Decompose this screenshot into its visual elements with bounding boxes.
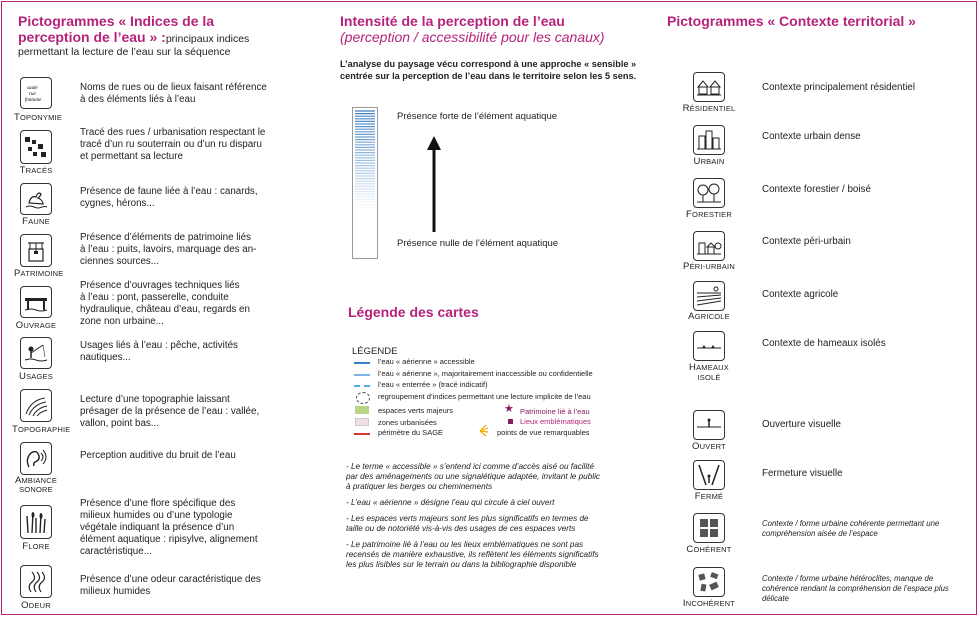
- col2-intro: L’analyse du paysage vécu correspond à une approche « sensible » centrée sur la perception de l’eau dans le territoire selon les 5 sens.: [340, 59, 637, 81]
- col1-title-line1: Pictogrammes « Indices de la: [18, 13, 215, 29]
- residentiel-label: RÉSIDENTIEL: [682, 103, 736, 114]
- ouvrage-desc: Présence d’ouvrages techniques liés à l’eau : pont, passerelle, conduite hydraulique, château d’eau, regards en zone non urbaine...: [80, 280, 250, 327]
- legend-swatch-perimetre: [354, 433, 370, 435]
- intensity-gradient: [353, 108, 377, 258]
- odeur-desc: Présence d’une odeur caractéristique des milieux humides: [80, 574, 261, 597]
- legend-swatch-zones-urbanisees: [355, 418, 369, 426]
- faune-label: FAUNE: [22, 216, 50, 227]
- ouvrage-icon: [20, 286, 52, 318]
- col1-title-sub2: permettant la lecture de l’eau sur la séquence: [18, 46, 231, 58]
- ferme-icon: [693, 460, 725, 490]
- peri-urbain-icon: [693, 231, 725, 261]
- ambiance-sonore-label: AMBIANCE SONORE: [14, 475, 58, 494]
- legend-swatch-espaces-verts: [355, 406, 369, 414]
- svg-text:saule: saule: [27, 86, 38, 91]
- legend-accessible: l’eau « aérienne » accessible: [378, 357, 475, 366]
- agricole-icon: [693, 281, 725, 311]
- flore-desc: Présence d’une flore spécifique des milieux humides ou d’une typologie végétale indiquant la présence d’un élément aquatique : ripisylve, alignement caractéristique...: [80, 498, 258, 557]
- coherent-icon: [693, 513, 725, 543]
- legend-swatch-inaccessible: [354, 374, 370, 376]
- incoherent-label: INCOHÉRENT: [682, 598, 736, 609]
- incoherent-icon: [693, 567, 725, 597]
- legend-espaces-verts: espaces verts majeurs: [378, 406, 454, 415]
- col3-header: [667, 13, 916, 29]
- intensity-arrow: [427, 136, 441, 237]
- col1-title-line2: perception de l’eau » :: [18, 29, 166, 45]
- ambiance-sonore-icon: [20, 442, 52, 475]
- hameaux-desc: Contexte de hameaux isolés: [762, 338, 886, 349]
- hameaux-label: HAMEAUX ISOLÉ: [689, 362, 729, 382]
- legend-zones-urbanisees: zones urbanisées: [378, 418, 437, 427]
- urbain-icon: [693, 125, 725, 155]
- intensity-strong-label: Présence forte de l’élément aquatique: [397, 111, 558, 122]
- intensity-gradient-bar: [352, 107, 378, 259]
- faune-icon: [20, 183, 52, 215]
- legend-lieux: Lieux emblématiques: [520, 417, 591, 426]
- square-icon: [508, 419, 513, 424]
- col1-header: [18, 13, 318, 58]
- peri-urbain-desc: Contexte péri-urbain: [762, 236, 851, 247]
- star-icon: ★: [504, 403, 514, 415]
- hameaux-icon: [693, 331, 725, 361]
- ouvert-icon: [693, 410, 725, 440]
- topographie-icon: [20, 389, 52, 422]
- legend-regroupement: regroupement d’indices permettant une lecture implicite de l’eau: [378, 392, 591, 401]
- legend-swatch-enterree: [354, 385, 370, 387]
- note-3: - Les espaces verts majeurs sont les plus significatifs en termes de taille ou de notoriété vis-à-vis des usages de ces espaces verts: [346, 514, 589, 533]
- forestier-label: FORESTIER: [686, 209, 732, 220]
- sun-rays-icon: [478, 424, 496, 443]
- forestier-icon: [693, 178, 725, 208]
- legend-perimetre: périmètre du SAGE: [378, 428, 444, 437]
- col2-header: [340, 13, 650, 45]
- toponymie-label: TOPONYMIE: [14, 112, 63, 123]
- intensity-null-label: Présence nulle de l’élément aquatique: [397, 238, 559, 249]
- legend-swatch-regroupement: [356, 392, 370, 404]
- legend-enterree: l’eau « enterrée » (tracé indicatif): [378, 380, 488, 389]
- legend-swatch-accessible: [354, 362, 370, 364]
- coherent-label: COHÉRENT: [686, 544, 732, 555]
- legend-points-de-vue: points de vue remarquables: [497, 428, 590, 437]
- patrimoine-desc: Présence d’éléments de patrimoine liés à l’eau : puits, lavoirs, marquage des an- ciennes sources...: [80, 232, 257, 267]
- svg-text:rue: rue: [29, 92, 36, 97]
- ambiance-sonore-desc: Perception auditive du bruit de l’eau: [80, 450, 236, 461]
- traces-icon: [20, 130, 52, 164]
- coherent-desc: Contexte / forme urbaine cohérente permettant une compréhension aisée de l’espace: [762, 519, 940, 538]
- usages-desc: Usages liés à l’eau : pêche, activités nautiques...: [80, 340, 238, 363]
- flore-icon: [20, 505, 52, 539]
- legend-inaccessible: l’eau « aérienne », majoritairement inaccessible ou confidentielle: [378, 369, 593, 378]
- incoherent-desc: Contexte / forme urbaine hétéroclites, manque de cohérence rendant la compréhension de l’espace plus délicate: [762, 574, 949, 603]
- traces-desc: Tracé des rues / urbanisation respectant le tracé d’un ru souterrain ou d’un ru disparu et permettant sa lecture: [80, 127, 266, 162]
- svg-text:fontaine: fontaine: [25, 98, 42, 103]
- ferme-label: FERMÉ: [694, 491, 724, 502]
- urbain-desc: Contexte urbain dense: [762, 131, 861, 142]
- note-1: - Le terme « accessible » s’entend ici comme d’accès aisé ou facilité par des aménagements ou une signalétique adaptée, invitant le public à pratiquer les berges ou cheminements: [346, 462, 600, 491]
- flore-label: FLORE: [22, 541, 50, 552]
- ouvert-label: OUVERT: [692, 441, 726, 452]
- topographie-desc: Lecture d’une topographie laissant présager de la présence de l’eau : vallée, vallon, point bas...: [80, 394, 260, 429]
- toponymie-icon: [20, 77, 52, 109]
- agricole-label: AGRICOLE: [688, 311, 730, 322]
- odeur-label: ODEUR: [21, 600, 51, 611]
- faune-desc: Présence de faune liée à l’eau : canards, cygnes, hérons...: [80, 186, 258, 209]
- note-4: - Le patrimoine lié à l’eau ou les lieux emblématiques ne sont pas recensés de manière exhaustive, ils reflètent les éléments significatifs les plus lisibles sur le terrain ou dans la bibliographie disponible: [346, 540, 599, 569]
- forestier-desc: Contexte forestier / boisé: [762, 184, 871, 195]
- legend-heading: LÉGENDE: [352, 346, 398, 357]
- col2-subtitle: (perception / accessibilité pour les canaux): [340, 29, 605, 45]
- col3-title: Pictogrammes « Contexte territorial »: [667, 13, 916, 29]
- toponymie-desc: Noms de rues ou de lieux faisant référence à des éléments liés à l’eau: [80, 82, 267, 105]
- ouvert-desc: Ouverture visuelle: [762, 419, 841, 430]
- odeur-icon: [20, 565, 52, 598]
- col1-title-sub-inline: principaux indices: [165, 33, 250, 45]
- ouvrage-label: OUVRAGE: [15, 320, 57, 331]
- legend-patrimoine: Patrimoine lié à l’eau: [520, 407, 590, 416]
- patrimoine-icon: [20, 234, 52, 267]
- usages-label: USAGES: [19, 371, 53, 382]
- agricole-desc: Contexte agricole: [762, 289, 839, 300]
- note-2: - L’eau « aérienne » désigne l’eau qui circule à ciel ouvert: [346, 498, 555, 507]
- usages-icon: [20, 337, 52, 369]
- peri-urbain-label: PÉRI-URBAIN: [683, 261, 735, 272]
- topographie-label: TOPOGRAPHIE: [12, 424, 71, 435]
- legend-title: Légende des cartes: [348, 304, 479, 320]
- col2-title: Intensité de la perception de l’eau: [340, 13, 565, 29]
- urbain-label: URBAIN: [693, 156, 725, 167]
- residentiel-desc: Contexte principalement résidentiel: [762, 82, 916, 93]
- ferme-desc: Fermeture visuelle: [762, 468, 843, 479]
- traces-label: TRACÉS: [19, 165, 53, 176]
- legend-notes: [346, 462, 604, 576]
- residentiel-icon: [693, 72, 725, 102]
- patrimoine-label: PATRIMOINE: [14, 268, 64, 279]
